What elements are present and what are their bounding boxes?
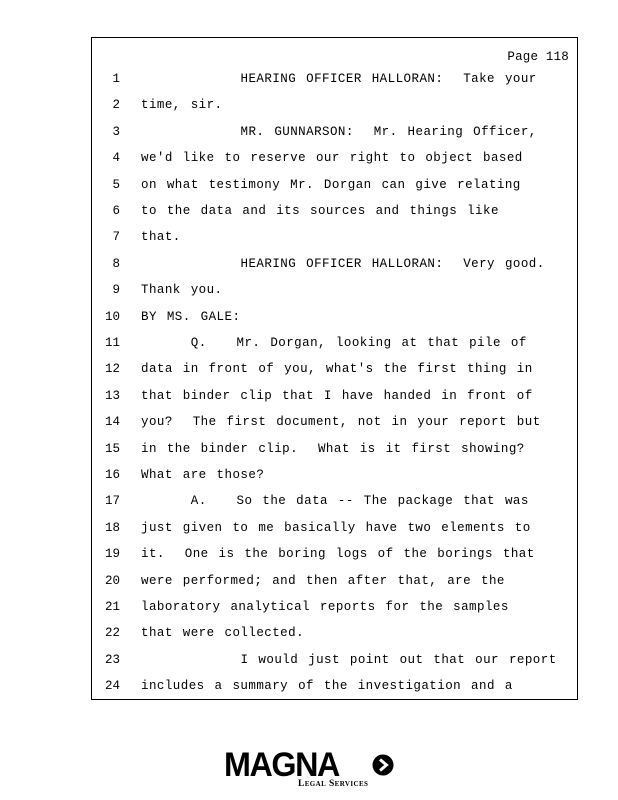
transcript-line (92, 389, 577, 415)
transcript-line (92, 679, 577, 705)
line-text: A. So the data -- The package that was (141, 494, 529, 509)
line-number: 7 (112, 230, 120, 245)
transcript-line (92, 521, 577, 547)
transcript-line (92, 653, 577, 679)
line-number: 12 (104, 362, 120, 377)
line-text: BY MS. GALE: (141, 309, 241, 324)
transcript-line (92, 310, 577, 336)
magna-logo (224, 748, 399, 794)
page-number: Page 118 (507, 50, 569, 64)
line-number: 2 (112, 98, 120, 113)
line-number: 6 (112, 204, 120, 218)
line-number: 5 (112, 177, 120, 192)
transcript-page (91, 37, 578, 700)
transcript-line (92, 574, 577, 600)
chevron-circle-icon (372, 754, 394, 776)
line-text: were performed; and then after that, are the (141, 573, 505, 588)
line-text: What are those? (141, 468, 265, 482)
line-text: includes a summary of the investigation and a (141, 679, 513, 694)
line-text: Thank you. (141, 283, 223, 298)
transcript-line (92, 178, 577, 204)
transcript-line (92, 626, 577, 652)
line-number: 24 (104, 679, 120, 694)
line-number: 10 (104, 309, 120, 324)
transcript-line (92, 257, 577, 283)
line-number: 9 (112, 283, 120, 298)
transcript-line (92, 547, 577, 573)
transcript-line (92, 72, 577, 98)
line-text: HEARING OFFICER HALLORAN: Very good. (141, 256, 545, 271)
line-number: 21 (104, 600, 120, 614)
line-number: 15 (104, 441, 120, 456)
transcript-line (92, 600, 577, 626)
line-number: 1 (112, 72, 120, 86)
transcript-line (92, 98, 577, 124)
line-text: data in front of you, what's the first thing in (141, 362, 533, 377)
line-number: 4 (112, 151, 120, 166)
transcript-line (92, 204, 577, 230)
line-text: in the binder clip. What is it first showing? (141, 441, 525, 456)
line-text: laboratory analytical reports for the samples (141, 600, 509, 614)
line-number: 14 (104, 415, 120, 430)
transcript-line (92, 362, 577, 388)
line-text: just given to me basically have two elements to (141, 520, 531, 535)
line-text: Q. Mr. Dorgan, looking at that pile of (141, 336, 527, 350)
line-text: that were collected. (141, 626, 305, 641)
line-number: 16 (104, 468, 120, 482)
line-text: we'd like to reserve our right to object based (141, 151, 523, 166)
line-number: 22 (104, 626, 120, 641)
transcript-line (92, 230, 577, 256)
line-number: 23 (104, 652, 120, 667)
line-number: 8 (112, 256, 120, 271)
line-number: 3 (112, 124, 120, 139)
transcript-line (92, 125, 577, 151)
transcript-line (92, 336, 577, 362)
line-number: 20 (104, 573, 120, 588)
line-text: HEARING OFFICER HALLORAN: Take your (141, 72, 537, 86)
line-number: 13 (104, 388, 120, 403)
line-text: it. One is the boring logs of the borings that (141, 547, 535, 562)
line-text: that binder clip that I have handed in front of (141, 388, 533, 403)
transcript-line (92, 494, 577, 520)
line-text: that. (141, 230, 181, 245)
line-text: you? The first document, not in your report but (141, 415, 541, 430)
logo-wordmark: MAGNA (224, 746, 339, 784)
transcript-line (92, 415, 577, 441)
logo-tagline: Legal Services (298, 779, 369, 789)
transcript-line (92, 283, 577, 309)
line-text: MR. GUNNARSON: Mr. Hearing Officer, (141, 124, 537, 139)
line-number: 11 (104, 336, 120, 350)
line-text: on what testimony Mr. Dorgan can give relating (141, 177, 521, 192)
transcript-line (92, 442, 577, 468)
line-number: 17 (104, 494, 120, 509)
line-text: time, sir. (141, 98, 223, 113)
line-number: 18 (104, 520, 120, 535)
line-number: 19 (104, 547, 120, 562)
transcript-line (92, 468, 577, 494)
line-text: to the data and its sources and things like (141, 204, 499, 218)
transcript-line (92, 151, 577, 177)
line-text: I would just point out that our report (141, 652, 557, 667)
